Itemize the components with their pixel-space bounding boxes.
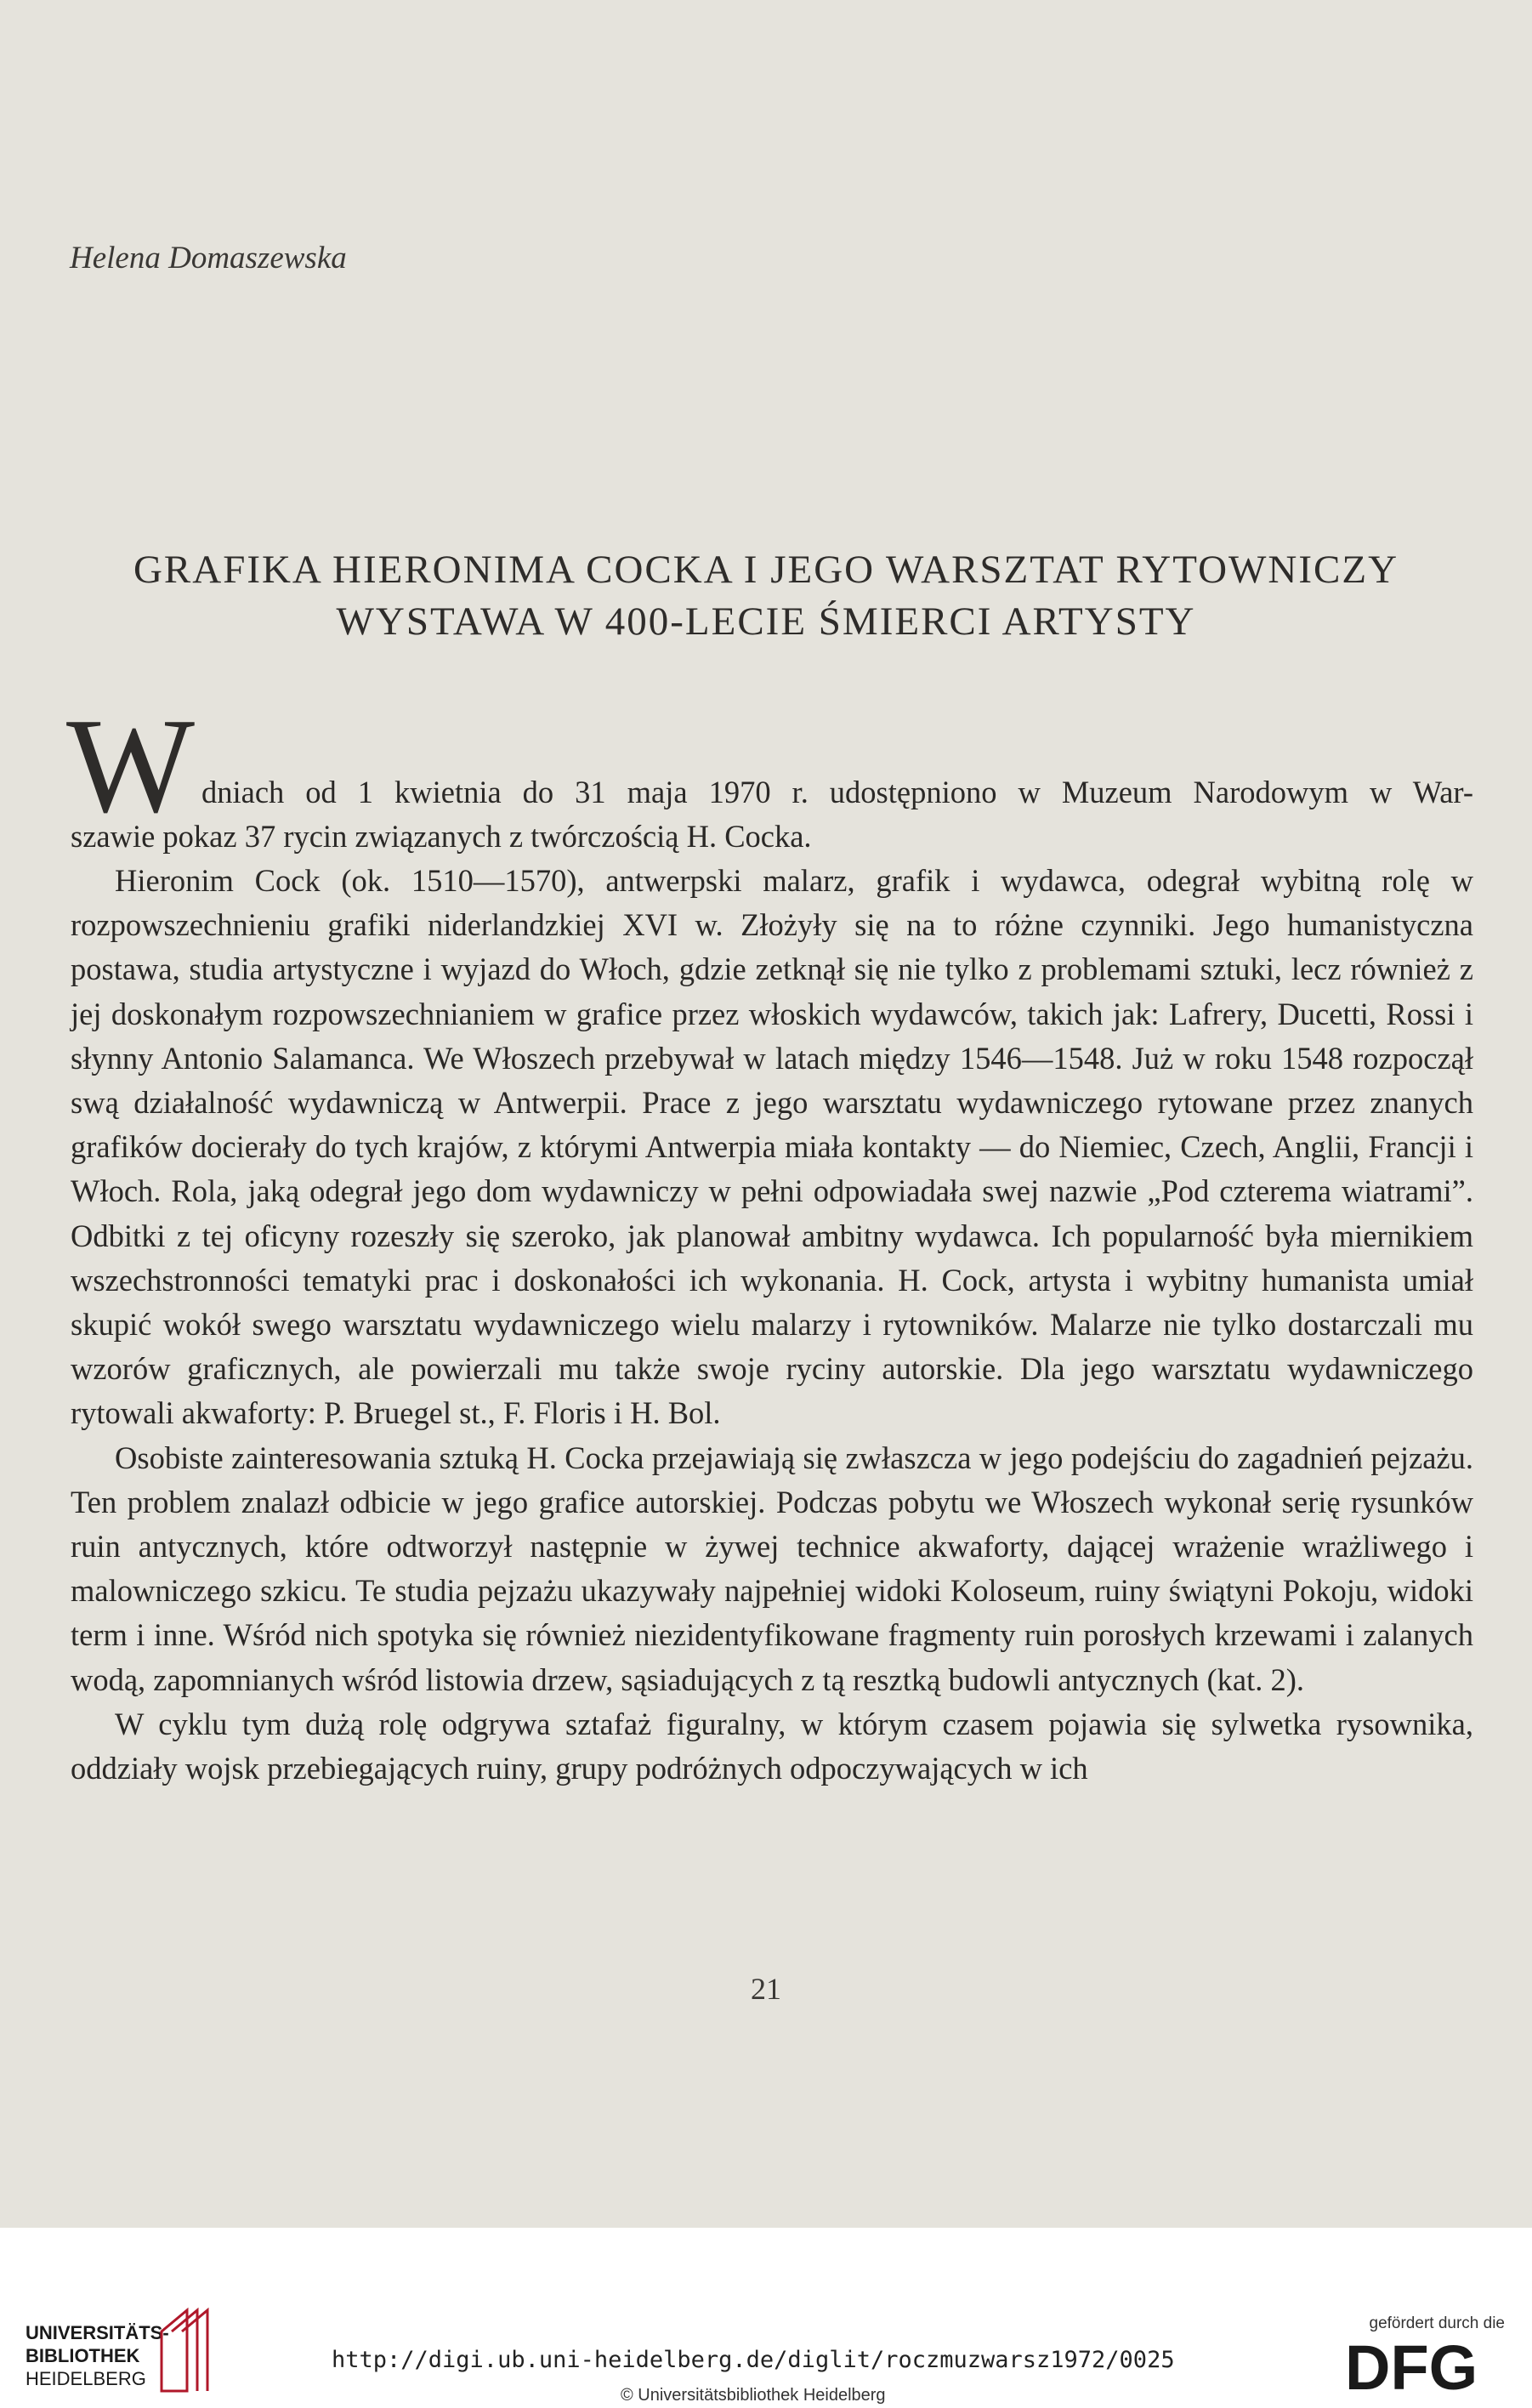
library-name-line-1: UNIVERSITÄTS- — [26, 2322, 169, 2343]
paragraph-4: W cyklu tym dużą rolę odgrywa sztafaż figuralny, w którym czasem pojawia się sylwetka rysownika, oddziały wojsk przebiegających ruiny, grupy podróżnych odpoczywających w ich — [71, 1706, 1473, 1786]
library-logo-text — [26, 2321, 169, 2390]
drop-cap: W — [66, 690, 196, 841]
digitization-footer — [0, 2228, 1532, 2408]
copyright-notice: © Universitätsbibliothek Heidelberg — [621, 2386, 886, 2405]
first-paragraph-rest: szawie pokaz 37 rycin związanych z twórczością H. Cocka. — [71, 819, 812, 854]
page-number: 21 — [751, 1972, 781, 2006]
article-body — [71, 859, 1473, 1791]
paragraph-2: Hieronim Cock (ok. 1510—1570), antwerpski malarz, grafik i wydawca, odegrał wybitną rolę w rozpowszechnieniu grafiki niderlandzkiej XVI w. Złożyły się na to różne czynniki. Jego humanistyczna postawa, studia artystyczne i wyjazd do Włoch, gdzie zetknął się nie tylko z problemami sztuki, lecz również z jej doskonałym rozpowszechnianiem w grafice przez włoskich wydawców, takich jak: Lafrery, Ducetti, Rossi i słynny Antonio Salamanca. We Włoszech przebywał w latach między 1546—1548. Już w roku 1548 rozpoczął swą działalność wydawniczą w Antwerpii. Prace z jego warsztatu wydawniczego rytowane przez znanych grafików docierały do tych krajów, z którymi Antwerpia miała kontakty — do Niemiec, Czech, Anglii, Francji i Włoch. Rola, jaką odegrał jego dom wydawniczy w pełni odpowiadała swej nazwie „Pod czterema wiatrami”. Odbitki z tej oficyny rozeszły się szeroko, jak planował ambitny wydawca. Ich popularność była miernikiem wszechstronności tematyki prac i doskonałości ich wykonania. H. Cock, artysta i wybitny humanista umiał skupić wokół swego warsztatu wydawniczego wielu malarzy i rytowników. Malarze nie tylko dostarczali mu wzorów graficznych, ale powierzali mu także swoje ryciny autorskie. Dla jego warsztatu wydawniczego rytowali akwaforty: P. Bruegel st., F. Floris i H. Bol. — [71, 863, 1473, 1431]
author-name: Helena Domaszewska — [70, 241, 347, 275]
library-mark-icon — [153, 2306, 213, 2399]
library-name-line-2: BIBLIOTHEK — [26, 2345, 140, 2366]
dfg-logo-text: DFG — [1345, 2337, 1478, 2396]
dfg-logo — [1345, 2337, 1506, 2396]
paragraph-3: Osobiste zainteresowania sztuką H. Cocka przejawiają się zwłaszcza w jego podejściu do zagadnień pejzażu. Ten problem znalazł odbicie w jego grafice autorskiej. Podczas pobytu we Włoszech wykonał serię rysunków ruin antycznych, które odtworzył następnie w żywej technice akwaforty, dającej wrażenie wrażliwego i malowniczego szkicu. Te studia pejzażu ukazywały najpełniej widoki Koloseum, ruiny świątyni Pokoju, widoki term i inne. Wśród nich spotyka się również niezidentyfikowane fragmenty ruin porosłych krzewami i zalanych wodą, zapomnianych wśród listowia drzew, sąsiadujących z tą resztką budowli antycznych (kat. 2). — [71, 1440, 1473, 1697]
dfg-label: gefördert durch die — [1369, 2314, 1505, 2332]
article-title-line-2: WYSTAWA W 400-LECIE ŚMIERCI ARTYSTY — [336, 599, 1196, 644]
first-paragraph-first-line: dniach od 1 kwietnia do 31 maja 1970 r. udostępniono w Muzeum Narodowym w War- — [201, 775, 1473, 809]
article-title-line-1: GRAFIKA HIERONIMA COCKA I JEGO WARSZTAT RYTOWNICZY — [133, 548, 1399, 592]
library-name-line-3: HEIDELBERG — [26, 2368, 146, 2389]
source-url-link[interactable]: http://digi.ub.uni-heidelberg.de/diglit/roczmuzwarsz1972/0025 — [332, 2347, 1175, 2373]
